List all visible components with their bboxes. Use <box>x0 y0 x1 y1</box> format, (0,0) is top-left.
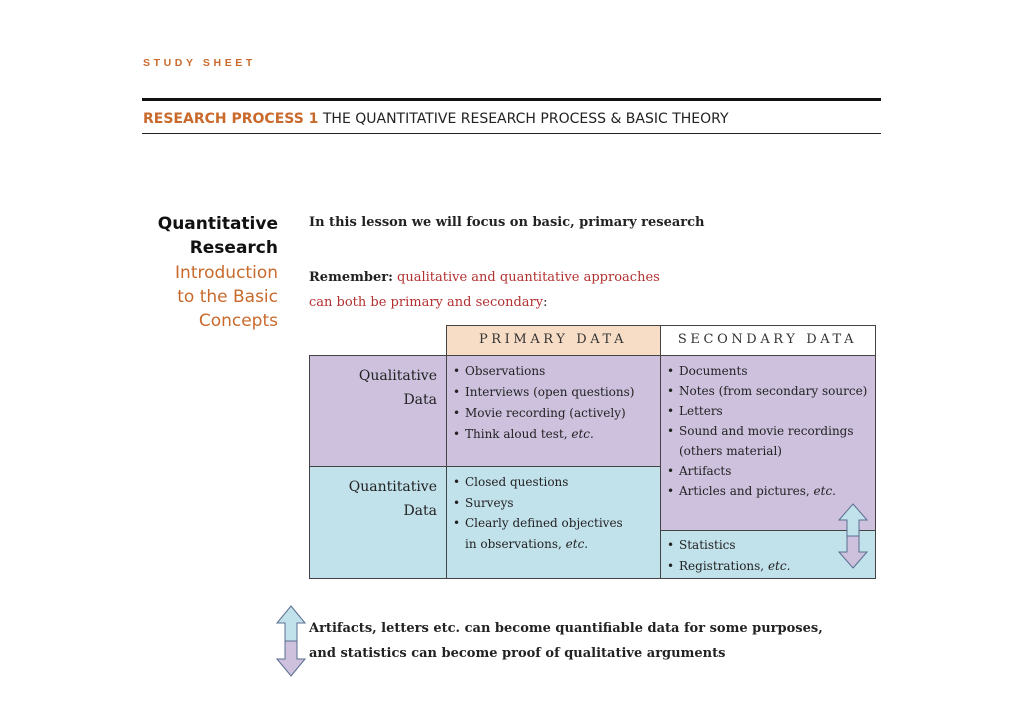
side-heading-line: Quantitative <box>157 214 278 234</box>
list-item: • Observations <box>453 361 634 382</box>
header-rule-thick <box>142 98 881 101</box>
footer-note <box>309 616 823 666</box>
row-label-line: Qualitative <box>358 368 437 384</box>
column-header-secondary: SECONDARY DATA <box>660 325 875 355</box>
table-line <box>446 325 447 579</box>
side-heading <box>158 212 278 260</box>
study-sheet-label: STUDY SHEET <box>143 57 256 69</box>
table-line <box>309 578 875 579</box>
side-subheading-line: Introduction <box>175 263 278 283</box>
list-item <box>667 556 790 577</box>
double-arrow-icon <box>276 605 306 677</box>
list-item-etc: etc. <box>813 484 836 498</box>
side-subheading <box>175 261 278 333</box>
list-item-etc: etc. <box>571 427 594 441</box>
table-line <box>875 325 876 579</box>
list-item: • Artifacts <box>667 461 867 481</box>
list-item: • Letters <box>667 401 867 421</box>
row-label-quantitative <box>349 475 437 523</box>
table-line <box>309 355 875 356</box>
table-line <box>660 325 661 579</box>
list-item-text: in observations, <box>465 536 562 551</box>
list-item <box>453 424 634 445</box>
table-line <box>309 355 310 579</box>
list-item <box>667 481 867 501</box>
remember-note <box>309 265 660 315</box>
row-label-qualitative <box>359 364 437 412</box>
remember-text-1: qualitative and quantitative approaches <box>397 270 660 285</box>
page-title-accent: RESEARCH PROCESS 1 <box>143 111 319 127</box>
list-item-text: Registrations, <box>679 559 765 573</box>
list-item-text: Sound and movie recordings <box>679 424 854 438</box>
list-item: • Movie recording (actively) <box>453 403 634 424</box>
qualitative-secondary-list <box>667 361 867 501</box>
double-arrow-icon <box>838 503 868 569</box>
side-subheading-line: to the Basic <box>177 287 278 307</box>
list-item: • Documents <box>667 361 867 381</box>
remember-colon: : <box>543 295 548 310</box>
list-item-etc: etc. <box>565 536 589 551</box>
row-label-line: Data <box>403 503 437 519</box>
list-item-text: (others material) <box>679 444 782 458</box>
row-label-line: Data <box>403 392 437 408</box>
list-item: • Interviews (open questions) <box>453 382 634 403</box>
quantitative-secondary-list <box>667 535 790 577</box>
side-subheading-line: Concepts <box>198 311 278 331</box>
qualitative-primary-list <box>453 361 634 445</box>
list-item-etc: etc. <box>767 559 791 573</box>
remember-label: Remember: <box>309 270 393 285</box>
header-rule-thin <box>142 133 881 134</box>
list-item: • Surveys <box>453 493 623 514</box>
list-item <box>667 421 867 461</box>
list-item-text: Clearly defined objectives <box>465 516 623 530</box>
list-item-text: Think aloud test, <box>465 427 568 441</box>
remember-text-2: can both be primary and secondary <box>309 295 544 310</box>
side-heading-line: Research <box>189 238 278 258</box>
quantitative-primary-list <box>453 472 623 554</box>
page-title-text: THE QUANTITATIVE RESEARCH PROCESS & BASIC THEORY <box>322 111 729 127</box>
page-title <box>143 111 729 127</box>
list-item <box>453 513 623 554</box>
table-line <box>309 466 660 467</box>
list-item: • Notes (from secondary source) <box>667 381 867 401</box>
list-item-text: Articles and pictures, <box>679 484 810 498</box>
column-header-primary: PRIMARY DATA <box>446 325 660 355</box>
footer-line: Artifacts, letters etc. can become quantifiable data for some purposes, <box>309 621 823 636</box>
list-item: • Closed questions <box>453 472 623 493</box>
footer-line: and statistics can become proof of qualitative arguments <box>309 646 726 661</box>
row-label-line: Quantitative <box>348 479 437 495</box>
list-item: • Statistics <box>667 535 790 556</box>
lesson-intro: In this lesson we will focus on basic, primary research <box>309 215 705 230</box>
